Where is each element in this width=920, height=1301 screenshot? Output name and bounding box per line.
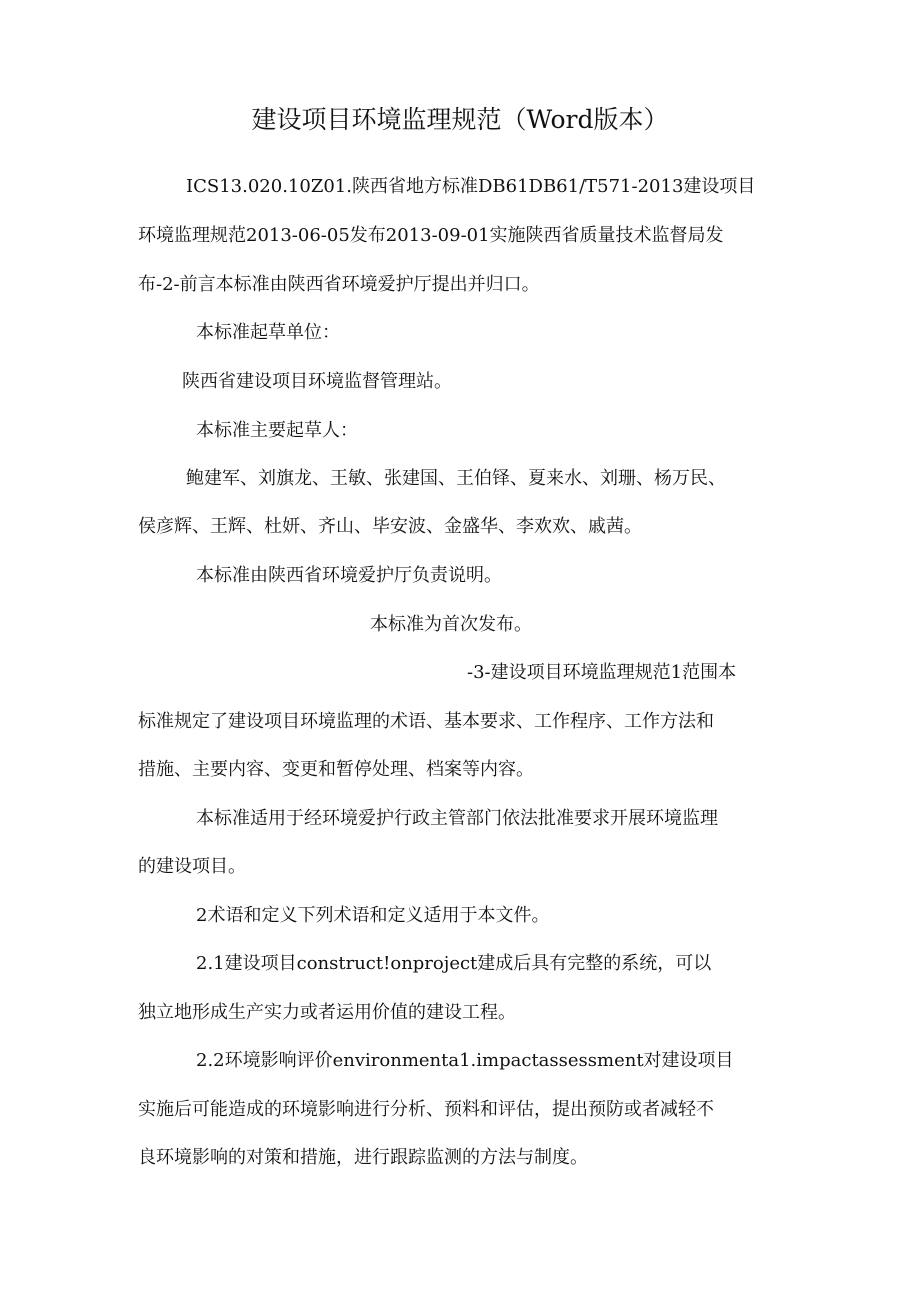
- document-title: 建设项目环境监理规范（Word版本）: [251, 105, 669, 134]
- text-line: 本标准为首次发布。: [370, 614, 532, 635]
- text-line: 陕西省建设项目环境监督管理站。: [182, 371, 452, 392]
- text-line: 的建设项目。: [138, 856, 246, 877]
- text-line: 本标准主要起草人：: [196, 420, 358, 441]
- text-line: 独立地形成生产实力或者运用价值的建设工程。: [138, 1002, 516, 1023]
- text-line: ICS13.020.10Z01.陕西省地方标准DB61DB61/T571-2013建设项目: [186, 176, 756, 197]
- text-line: 2.1建设项目construct!onproject建成后具有完整的系统，可以: [196, 953, 712, 974]
- text-line: 2术语和定义下列术语和定义适用于本文件。: [196, 905, 550, 926]
- text-line: 措施、主要内容、变更和暂停处理、档案等内容。: [138, 759, 534, 780]
- text-line: 实施后可能造成的环境影响进行分析、预料和评估，提出预防或者减轻不: [138, 1099, 714, 1120]
- text-line: 布-2-前言本标准由陕西省环境爱护厅提出并归口。: [138, 274, 540, 295]
- text-line: 侯彦辉、王辉、杜妍、齐山、毕安波、金盛华、李欢欢、戚茜。: [138, 516, 642, 537]
- text-line: 环境监理规范2013-06-05发布2013-09-01实施陕西省质量技术监督局发: [138, 225, 724, 246]
- text-line: 2.2环境影响评价environmenta1.impactassessment对建设项目: [196, 1050, 734, 1071]
- text-line: -3-建设项目环境监理规范1范围本: [467, 662, 737, 683]
- text-line: 良环境影响的对策和措施，进行跟踪监测的方法与制度。: [138, 1147, 588, 1168]
- text-line: 本标准由陕西省环境爱护厅负责说明。: [196, 565, 502, 586]
- text-line: 本标准适用于经环境爱护行政主管部门依法批准要求开展环境监理: [196, 808, 718, 829]
- text-line: 本标准起草单位：: [196, 322, 340, 343]
- text-line: 标准规定了建设项目环境监理的术语、基本要求、工作程序、工作方法和: [138, 711, 714, 732]
- text-line: 鲍建军、刘旗龙、王敏、张建国、王伯铎、夏来水、刘珊、杨万民、: [186, 468, 726, 489]
